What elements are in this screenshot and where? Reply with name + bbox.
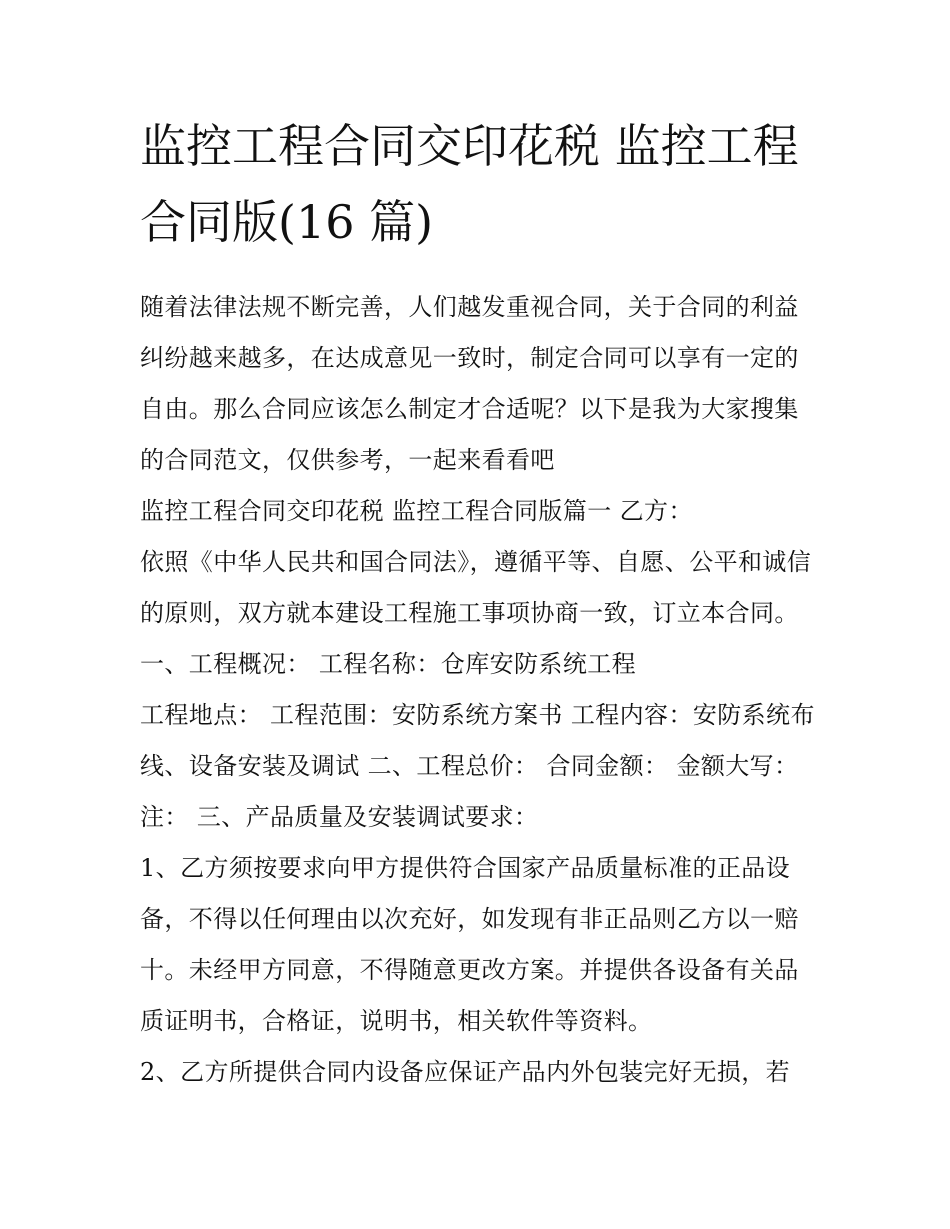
contract-preamble-paragraph: 依照《中华人民共和国合同法》，遵循平等、自愿、公平和诚信的原则，双方就本建设工程施工事项协商一致，订立本合同。 一、工程概况： 工程名称：仓库安防系统工程	[140, 548, 812, 678]
clause-2-paragraph: 2、乙方所提供合同内设备应保证产品内外包装完好无损，若	[140, 1058, 791, 1086]
intro-paragraph: 随着法律法规不断完善，人们越发重视合同，关于合同的利益纠纷越来越多，在达成意见一致时，制定合同可以享有一定的自由。那么合同应该怎么制定才合适呢？以下是我为大家搜集的合同范文，仅供参考，一起来看看吧	[140, 293, 799, 474]
section-heading-part-one: 监控工程合同交印花税 监控工程合同版篇一 乙方：	[140, 497, 693, 525]
clause-1-paragraph: 1、乙方须按要求向甲方提供符合国家产品质量标准的正品设备，不得以任何理由以次充好，如发现有非正品则乙方以一赔十。未经甲方同意，不得随意更改方案。并提供各设备有关品质证明书，合格证，说明书，相关软件等资料。	[140, 854, 799, 1035]
project-details-paragraph: 工程地点： 工程范围：安防系统方案书 工程内容：安防系统布线、设备安装及调试 二、工程总价： 合同金额： 金额大写：注： 三、产品质量及安装调试要求：	[140, 701, 815, 831]
document-title: 监控工程合同交印花税 监控工程合同版(16 篇)	[140, 119, 799, 249]
document-page	[140, 108, 820, 1098]
